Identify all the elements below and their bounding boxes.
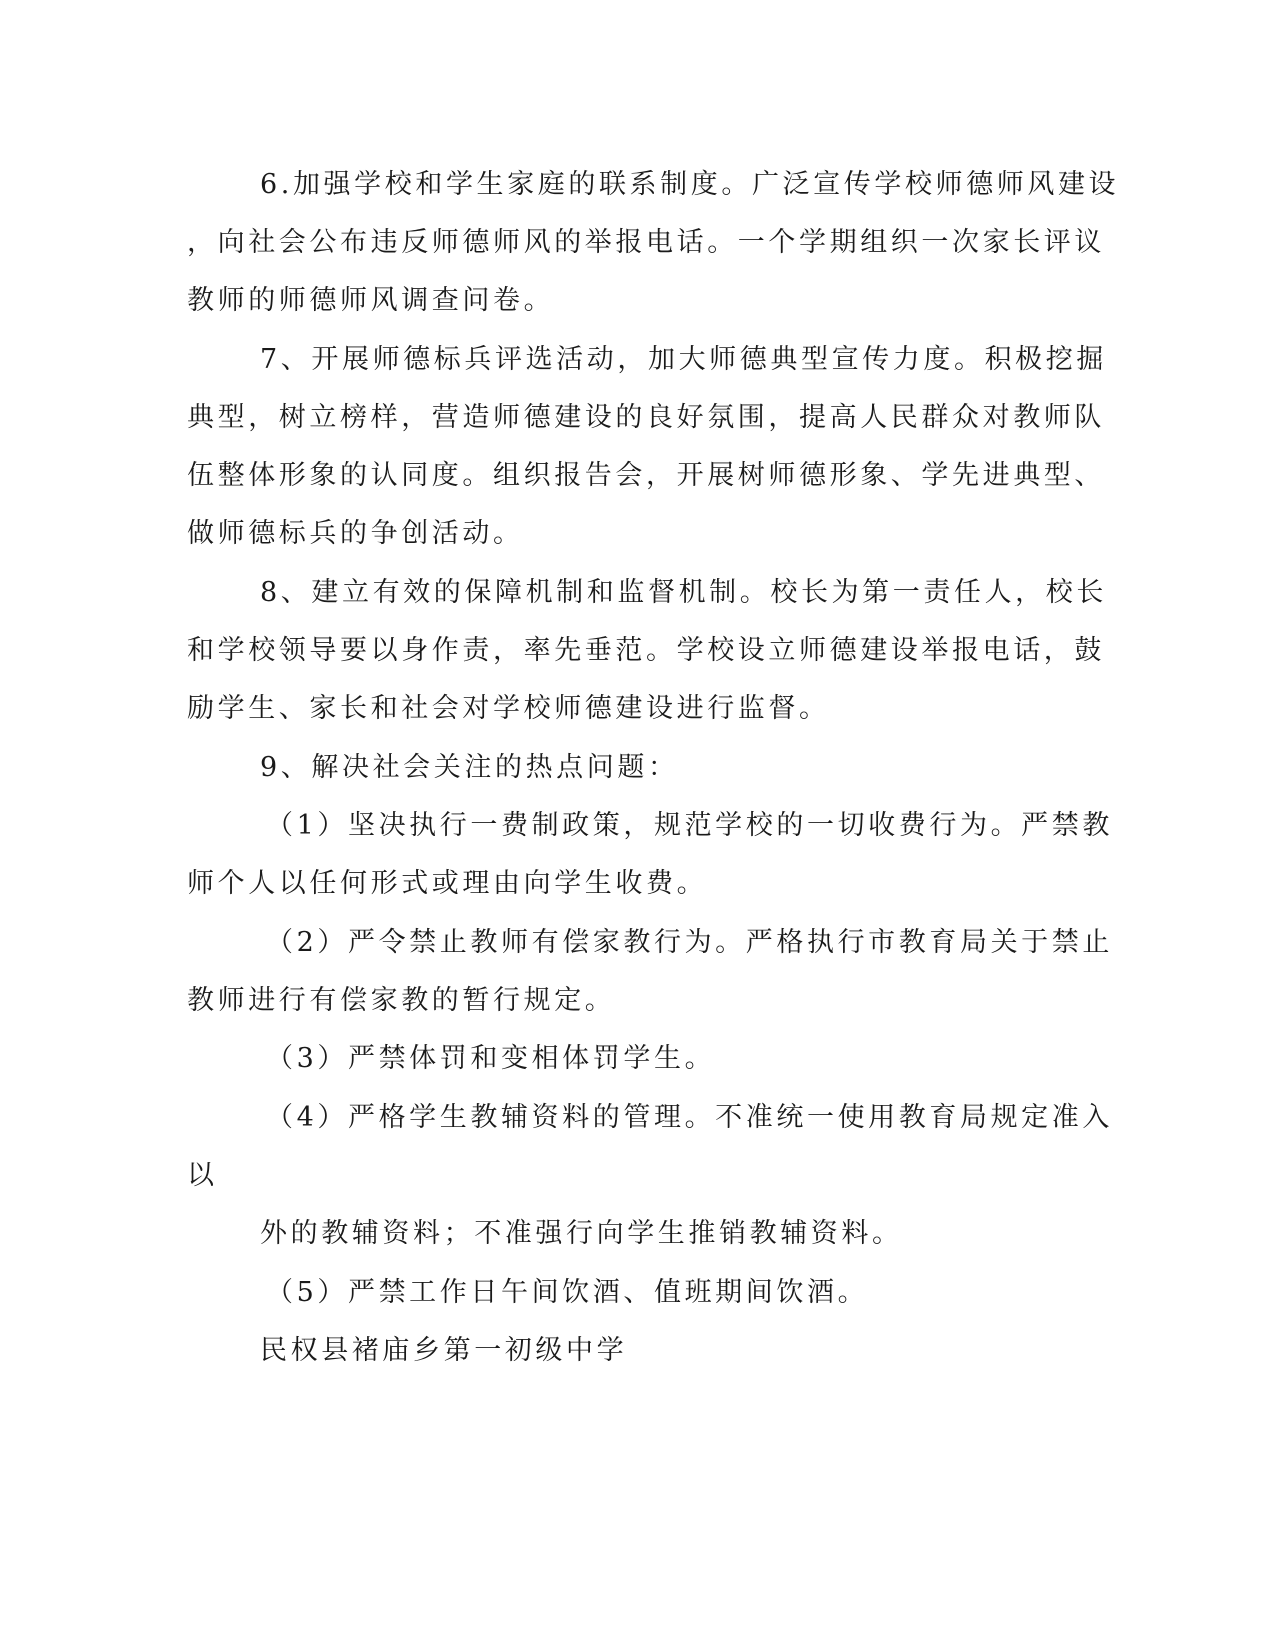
- text-line: 做师德标兵的争创活动。: [187, 518, 524, 549]
- text-line: （3）严禁体罚和变相体罚学生。: [266, 1043, 716, 1074]
- text-line: （1）坚决执行一费制政策，规范学校的一切收费行为。严禁教: [266, 810, 1113, 841]
- text-line: （5）严禁工作日午间饮酒、值班期间饮酒。: [266, 1277, 869, 1308]
- text-line: ，向社会公布违反师德师风的举报电话。一个学期组织一次家长评议: [187, 227, 1105, 258]
- text-line: 励学生、家长和社会对学校师德建设进行监督。: [187, 693, 830, 724]
- text-line: （4）严格学生教辅资料的管理。不准统一使用教育局规定准入: [266, 1102, 1113, 1133]
- text-line: 9、解决社会关注的热点问题：: [260, 752, 679, 783]
- text-line: （2）严令禁止教师有偿家教行为。严格执行市教育局关于禁止: [266, 927, 1113, 958]
- signature-line: 民权县褚庙乡第一初级中学: [260, 1335, 628, 1366]
- text-line: 7、开展师德标兵评选活动，加大师德典型宣传力度。积极挖掘: [260, 344, 1107, 375]
- text-line: 8、建立有效的保障机制和监督机制。校长为第一责任人，校长: [260, 577, 1107, 608]
- text-line: 6.加强学校和学生家庭的联系制度。广泛宣传学校师德师风建设: [260, 169, 1120, 200]
- text-line: 教师的师德师风调查问卷。: [187, 285, 555, 316]
- text-line: 外的教辅资料；不准强行向学生推销教辅资料。: [260, 1218, 903, 1249]
- text-line: 教师进行有偿家教的暂行规定。: [187, 985, 616, 1016]
- text-line: 典型，树立榜样，营造师德建设的良好氛围，提高人民群众对教师队: [187, 402, 1105, 433]
- text-line: 和学校领导要以身作责，率先垂范。学校设立师德建设举报电话，鼓: [187, 635, 1105, 666]
- text-line: 师个人以任何形式或理由向学生收费。: [187, 868, 708, 899]
- text-line: 伍整体形象的认同度。组织报告会，开展树师德形象、学先进典型、: [187, 460, 1105, 491]
- text-line: 以: [187, 1160, 218, 1191]
